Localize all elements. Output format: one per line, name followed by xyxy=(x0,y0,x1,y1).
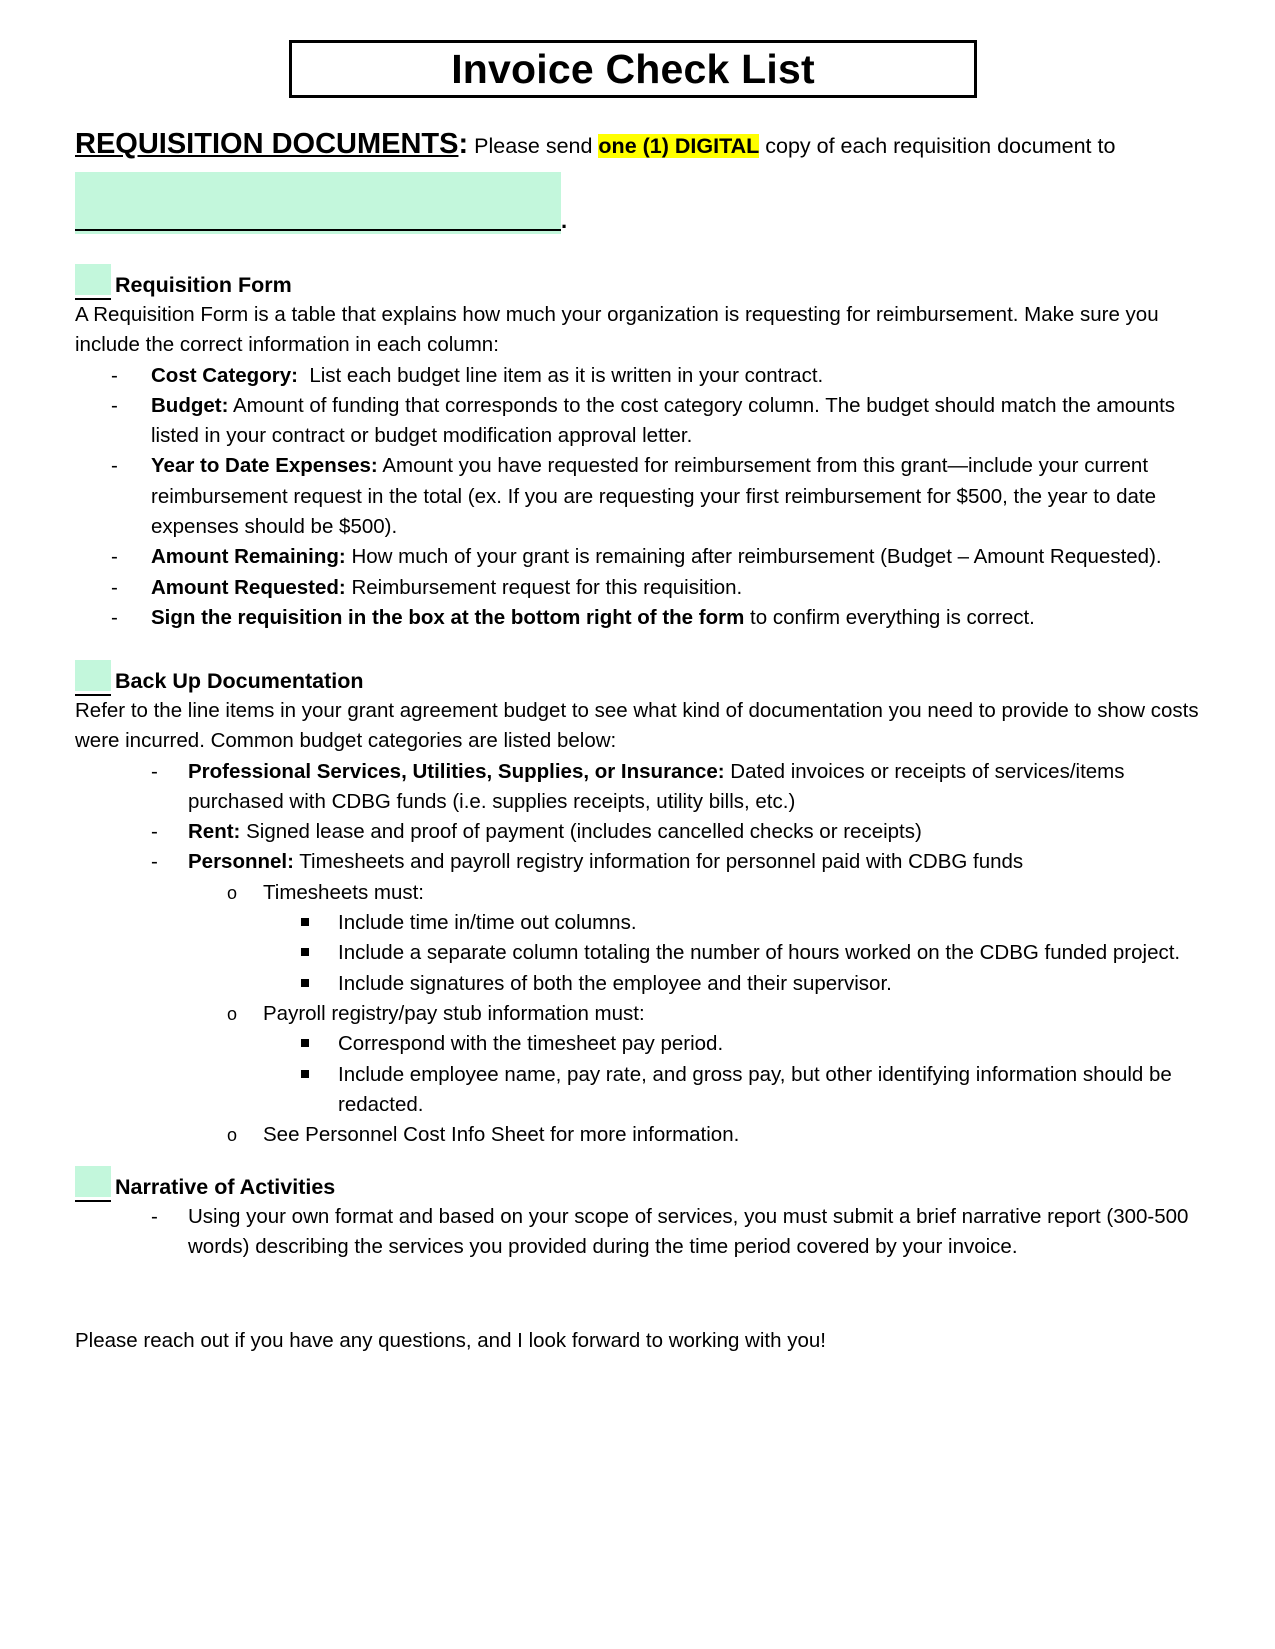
email-period: . xyxy=(561,208,568,233)
title-box xyxy=(289,40,977,98)
list-item: Include a separate column totaling the number of hours worked on the CDBG funded project. xyxy=(263,938,1205,968)
see-more-text: See Personnel Cost Info Sheet for more information. xyxy=(263,1123,740,1147)
requisition-form-section xyxy=(75,268,1205,633)
backup-documentation-title: Back Up Documentation xyxy=(115,669,364,693)
item-label: Budget: xyxy=(151,393,229,417)
backup-documentation-intro: Refer to the line items in your grant agreement budget to see what kind of documentation you need to provide to show costs were incurred. Common budget categories are listed below: xyxy=(75,699,1199,753)
checkbox-underline xyxy=(75,298,111,300)
list-item xyxy=(75,391,1205,452)
requisition-form-header xyxy=(75,268,1205,300)
item-label: Rent: xyxy=(188,820,241,844)
requisition-text-before: Please send xyxy=(468,134,599,158)
list-item xyxy=(75,1120,1205,1150)
list-item xyxy=(75,451,1205,542)
list-item xyxy=(75,757,1205,818)
list-item xyxy=(75,878,1205,999)
item-label: Professional Services, Utilities, Supplies, or Insurance: xyxy=(188,759,725,783)
checkbox-underline xyxy=(75,694,111,696)
list-item: Include signatures of both the employee and their supervisor. xyxy=(263,969,1205,999)
payroll-list xyxy=(263,1029,1205,1120)
item-text: How much of your grant is remaining after reimbursement (Budget – Amount Requested). xyxy=(345,545,1162,569)
page-title: Invoice Check List xyxy=(451,45,815,92)
item-text: List each budget line item as it is written in your contract. xyxy=(297,363,824,387)
digital-copy-highlight: one (1) DIGITAL xyxy=(598,134,760,158)
item-label: Personnel: xyxy=(188,850,294,874)
item-text: Amount you have requested for reimbursement from this grant—include your current reimbursement request in the total (ex. If you are requesting your first reimbursement for $500, the year to date expenses should be $500). xyxy=(151,454,1157,539)
narrative-header xyxy=(75,1170,1205,1202)
item-label: Cost Category: xyxy=(151,363,298,387)
narrative-title: Narrative of Activities xyxy=(115,1175,336,1199)
list-item xyxy=(75,542,1205,572)
requisition-form-list xyxy=(75,361,1205,634)
item-label: Amount Remaining: xyxy=(151,545,346,569)
list-item: Include employee name, pay rate, and gross pay, but other identifying information should be redacted. xyxy=(263,1060,1205,1121)
personnel-sublist xyxy=(75,878,1205,1151)
backup-documentation-checkbox[interactable] xyxy=(75,660,111,691)
backup-documentation-header xyxy=(75,664,1205,696)
list-item xyxy=(75,999,1205,1120)
narrative-section xyxy=(75,1170,1205,1263)
list-item xyxy=(75,847,1205,877)
item-label: Year to Date Expenses: xyxy=(151,454,378,478)
timesheets-list xyxy=(263,908,1205,999)
item-text: Dated invoices or receipts of services/items purchased with CDBG funds (i.e. supplies receipts, utility bills, etc.) xyxy=(188,759,1125,813)
closing-text: Please reach out if you have any questions, and I look forward to working with you! xyxy=(75,1329,826,1352)
list-item xyxy=(75,573,1205,603)
narrative-list xyxy=(75,1202,1205,1263)
requisition-colon: : xyxy=(458,128,469,160)
requisition-text-after: copy of each requisition document to xyxy=(759,134,1116,158)
requisition-line xyxy=(75,128,1115,161)
backup-documentation-list xyxy=(75,757,1205,878)
payroll-label: Payroll registry/pay stub information must: xyxy=(263,1001,645,1025)
item-label: Amount Requested: xyxy=(151,575,346,599)
item-text: Signed lease and proof of payment (includes cancelled checks or receipts) xyxy=(240,820,922,844)
requisition-form-title: Requisition Form xyxy=(115,273,292,297)
item-text: Amount of funding that corresponds to the cost category column. The budget should match the amounts listed in your contract or budget modification approval letter. xyxy=(151,393,1176,448)
email-field[interactable] xyxy=(75,172,561,234)
item-text: Reimbursement request for this requisition. xyxy=(345,575,743,599)
list-item: Include time in/time out columns. xyxy=(263,908,1205,938)
requisition-heading: REQUISITION DOCUMENTS xyxy=(75,128,459,160)
list-item: - Using your own format and based on your scope of services, you must submit a brief narrative report (300-500 words) describing the services you provided during the time period covered by your invoice. xyxy=(75,1202,1205,1263)
list-item xyxy=(75,817,1205,847)
list-item xyxy=(75,361,1205,391)
list-item xyxy=(75,603,1205,633)
narrative-checkbox[interactable] xyxy=(75,1166,111,1197)
backup-documentation-section xyxy=(75,664,1205,1150)
item-text: Timesheets and payroll registry information for personnel paid with CDBG funds xyxy=(293,850,1024,874)
list-item: Correspond with the timesheet pay period. xyxy=(263,1029,1205,1059)
email-underline xyxy=(75,229,561,231)
requisition-form-intro: A Requisition Form is a table that explains how much your organization is requesting for reimbursement. Make sure you include the correct information in each column: xyxy=(75,303,1159,357)
item-label: Sign the requisition in the box at the bottom right of the form xyxy=(151,605,745,629)
requisition-form-checkbox[interactable] xyxy=(75,264,111,295)
item-text: to confirm everything is correct. xyxy=(744,605,1035,629)
timesheets-label: Timesheets must: xyxy=(263,880,425,904)
